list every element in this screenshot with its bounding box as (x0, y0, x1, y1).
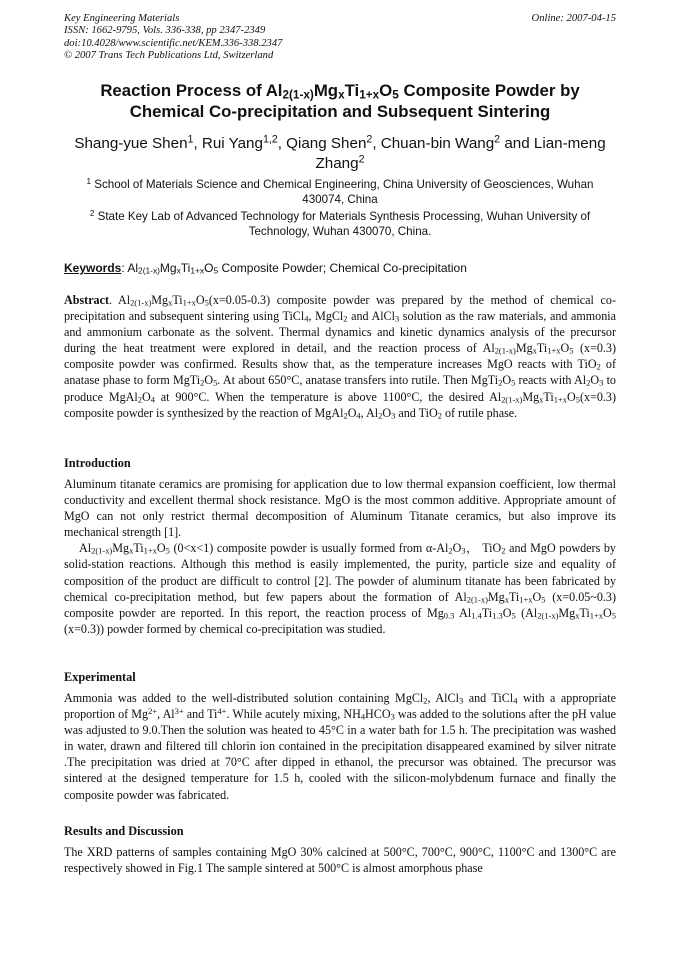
introduction-section (64, 476, 616, 637)
affiliation-2: $^2$ State Key Lab of Advanced Technology for Materials Synthesis Processing, Wuhan University of Technology, Wuhan 430070, China. (89, 208, 591, 239)
keywords-label: Keywords (64, 261, 122, 275)
results-paragraph: The XRD patterns of samples containing MgO 30% calcined at 500°C, 700°C, 900°C, 1100°C and 1300°C are respectively showed in Fig.1 The sample sintered at 500°C is almost amorphous phase (64, 845, 616, 876)
journal-header (64, 13, 616, 63)
affiliation-1: $^1$ School of Materials Science and Chemical Engineering, China University of Geosciences, Wuhan 430074, China (86, 176, 594, 207)
experimental-paragraph: Ammonia was added to the well-distributed solution containing MgCl$_2$, AlCl$_3$ and TiCl$_4$ with a appropriate proportion of $Mg^{2+}$, $Al^{3+}$ and $Ti^{4+}$. While acutely mixing, $NH_4HCO_3$ was added to the solutions after the pH value was adjusted to 9.0.Then the solution was heated to 45°C in a water bath for 1.5 h. The precipitation was washed in water, drawn and filtered till chlorin ion contained in the precipitation disappeared examined by silver nitrate .The precipitation was dried at 70°C after dipped in ethanol, the precursor was obtained. The precursor was sintered at the designed temperature for 1.5 h, cooled with the silicon-molybdenum furnace and finally the composite powder was fabricated. (64, 691, 617, 802)
author-list: Shang-yue Shen$^1$, Rui Yang$^{1,2}$, Qiang Shen$^2$, Chuan-bin Wang$^2$ and Lian-meng Zhang$^2$ (74, 133, 606, 172)
keywords-line: Keywords: $Al_{2(1-x)}Mg_xTi_{1+x}O_5$ Composite Powder; Chemical Co-precipitation (64, 261, 467, 276)
introduction-paragraph-2: $Al_{2(1-x)}Mg_xTi_{1+x}O_5$ (0<x<1) composite powder is usually formed from $\alpha-Al_2O_3$， TiO$_2$ and MgO powders by solid-station reactions. Although this method is easily implemented, the purity, particle size and equality of composition of the product are difficult to control [2]. The powder of aluminum titanate has been fabricated by chemical co-precipitation method, but few papers about the formation of $Al_{2(1-x)}Mg_xTi_{1+x}O_5$ (x=0.05~0.3) composite powder are reported. In this report, the reaction process of $Mg_{0.3}$ $Al_{1.4}Ti_{1.3}O_5$ ($Al_{2(1-x)}Mg_xTi_{1+x}O_5$ (x=0.3)) powder formed by chemical co-precipitation was studied. (64, 541, 617, 636)
journal-name: Key Engineering Materials (64, 13, 180, 24)
issn-line: ISSN: 1662-9795, Vols. 336-338, pp 2347-2349 (64, 25, 266, 37)
online-date: Online: 2007-04-15 (531, 13, 616, 24)
introduction-paragraph-1: Aluminum titanate ceramics are promising for application due to low thermal expansion coefficient, low thermal conductivity and excellent thermal shock resistance. MgO is the most common additive. Appropriate amount of MgO can not only restrict thermal decomposition of Aluminum Titanate ceramics, but also improve its mechanical strength [1]. (64, 477, 616, 540)
abstract-paragraph: Abstract. $Al_{2(1-x)}Mg_xTi_{1+x}O_5(x=0.05-0.3)$ composite powder was prepared by the method of chemical co-precipitation and subsequent sintering using TiCl$_4$, MgCl$_2$ and AlCl$_3$ solution as the raw materials, and ammonia and ammonium carbonate as the solvent. Thermal dynamics and kinetic dynamics analysis of the precursor during the heat treatment were explored in detail, and the reaction process of $Al_{2(1-x)}Mg_xTi_{1+x}O_5$ (x=0.3) composite powder was confirmed. Results show that, as the temperature increases MgO reacts with TiO$_2$ of anatase phase to form $MgTi_2O_5$. At about 650°C, anatase transfers into rutile. Then $MgTi_2O_5$ reacts with $Al_2O_3$ to produce $MgAl_2O_4$ at 900°C. When the temperature is above 1100°C, the desired $Al_{2(1-x)}Mg_xTi_{1+x}O_5(x=0.3)$ composite powder is synthesized by the reaction of $MgAl_2O_4$, $Al_2O_3$ and TiO$_2$ of rutile phase. (64, 293, 616, 421)
abstract-label: Abstract (64, 293, 110, 307)
copyright-line: © 2007 Trans Tech Publications Ltd, Switzerland (64, 50, 274, 62)
experimental-heading: Experimental (64, 670, 136, 684)
introduction-heading: Introduction (64, 456, 131, 470)
paper-title: Reaction Process of $Al_{2(1-x)}Mg_xTi_{1+x}O_5$ Composite Powder by Chemical Co-precipitation and Subsequent Sintering (100, 81, 580, 121)
doi-line: doi:10.4028/www.scientific.net/KEM.336-338.2347 (64, 37, 283, 49)
results-heading: Results and Discussion (64, 824, 184, 838)
